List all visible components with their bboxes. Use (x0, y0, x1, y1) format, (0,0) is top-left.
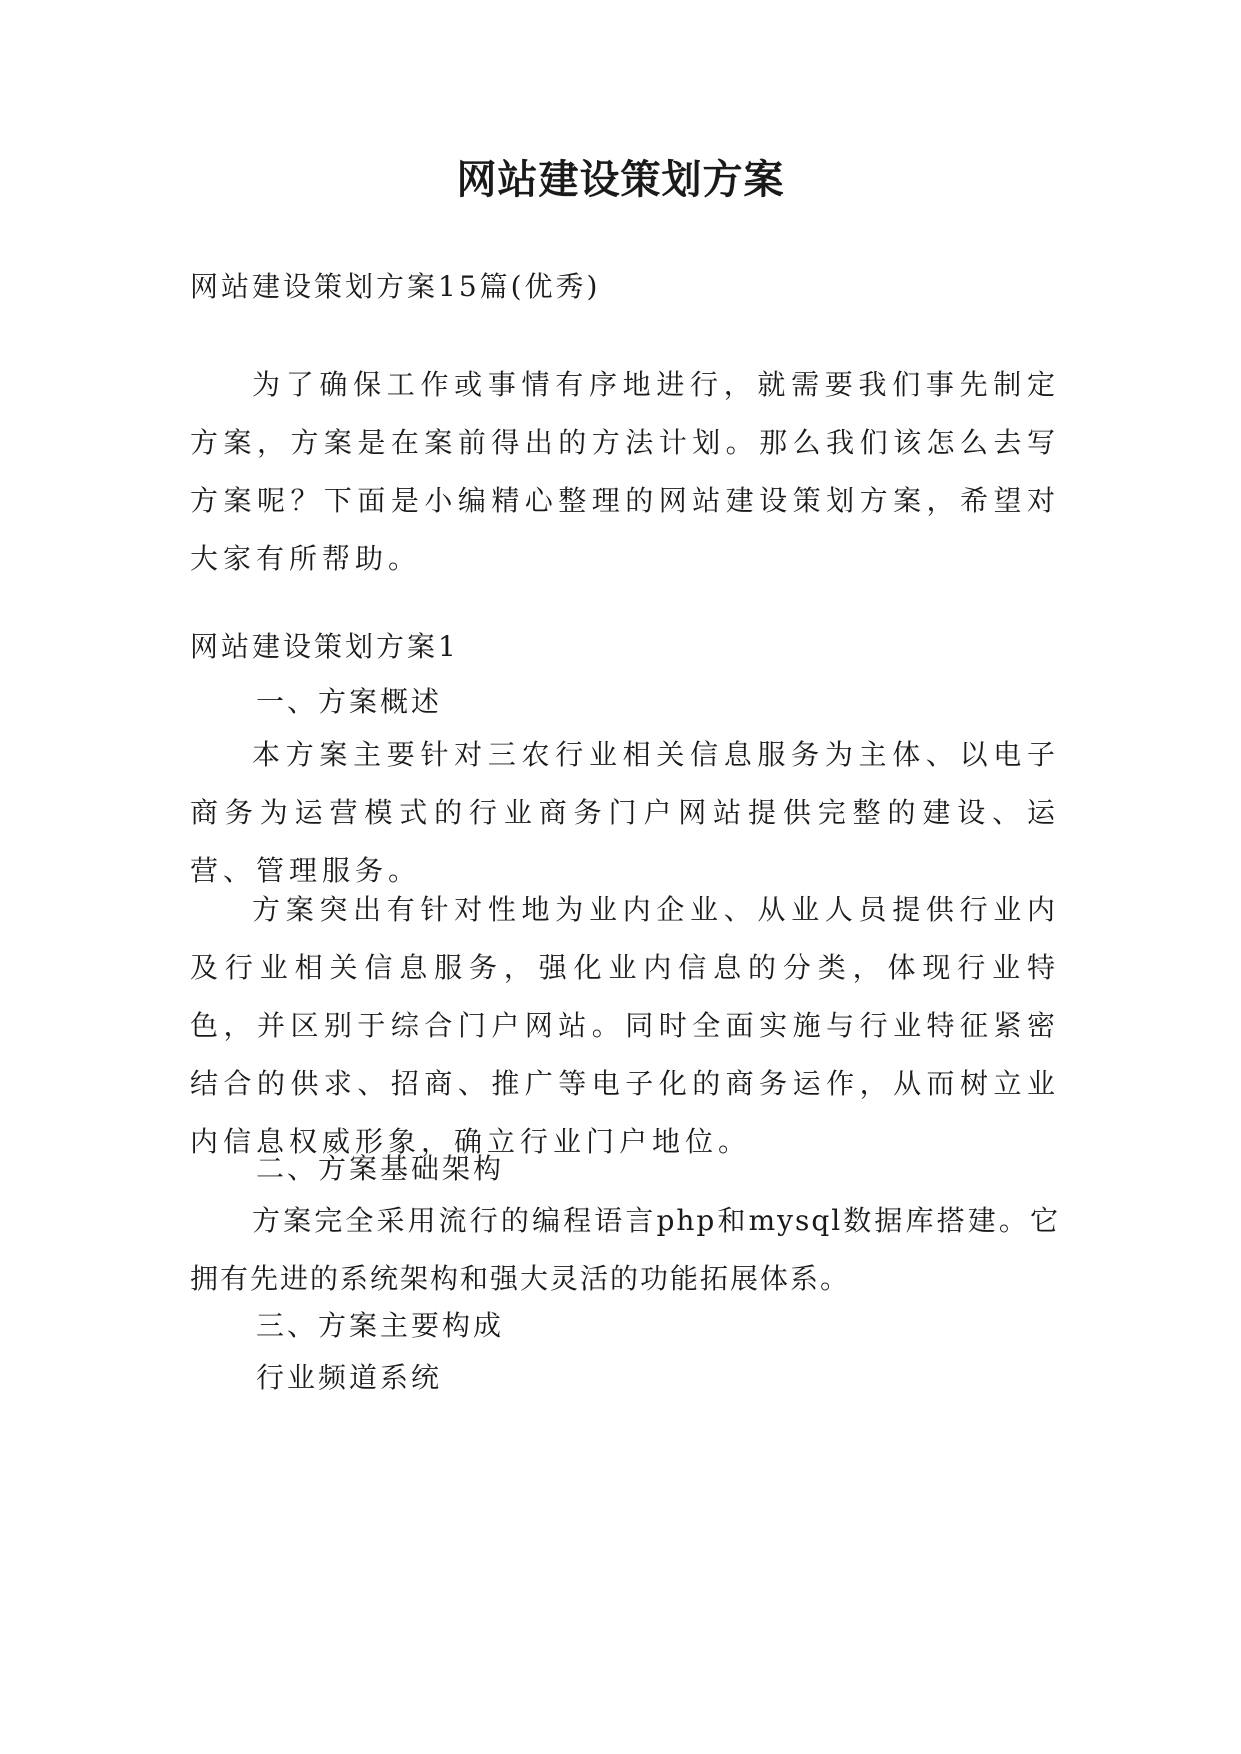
section-title: 网站建设策划方案1 (190, 630, 459, 663)
paragraph-overview-1: 本方案主要针对三农行业相关信息服务为主体、以电子商务为运营模式的行业商务门户网站提供完整的建设、运营、管理服务。 (190, 738, 1060, 887)
heading-components: 三、方案主要构成 (256, 1309, 505, 1342)
heading-architecture: 二、方案基础架构 (256, 1152, 505, 1185)
paragraph-overview-2: 方案突出有针对性地为业内企业、从业人员提供行业内及行业相关信息服务，强化业内信息的分类，体现行业特色，并区别于综合门户网站。同时全面实施与行业特征紧密结合的供求、招商、推广等电子化的商务运作，从而树立业内信息权威形象，确立行业门户地位。 (190, 893, 1060, 1158)
document-title: 网站建设策划方案 (456, 156, 785, 203)
paragraph-architecture: 方案完全采用流行的编程语言php和mysql数据库搭建。它拥有先进的系统架构和强大灵活的功能拓展体系。 (190, 1204, 1060, 1295)
document-subtitle: 网站建设策划方案15篇(优秀) (190, 270, 601, 303)
intro-paragraph: 为了确保工作或事情有序地进行，就需要我们事先制定方案，方案是在案前得出的方法计划。那么我们该怎么去写方案呢？下面是小编精心整理的网站建设策划方案，希望对大家有所帮助。 (190, 368, 1060, 575)
heading-overview: 一、方案概述 (256, 685, 443, 718)
list-item-industry-channel: 行业频道系统 (256, 1361, 443, 1394)
